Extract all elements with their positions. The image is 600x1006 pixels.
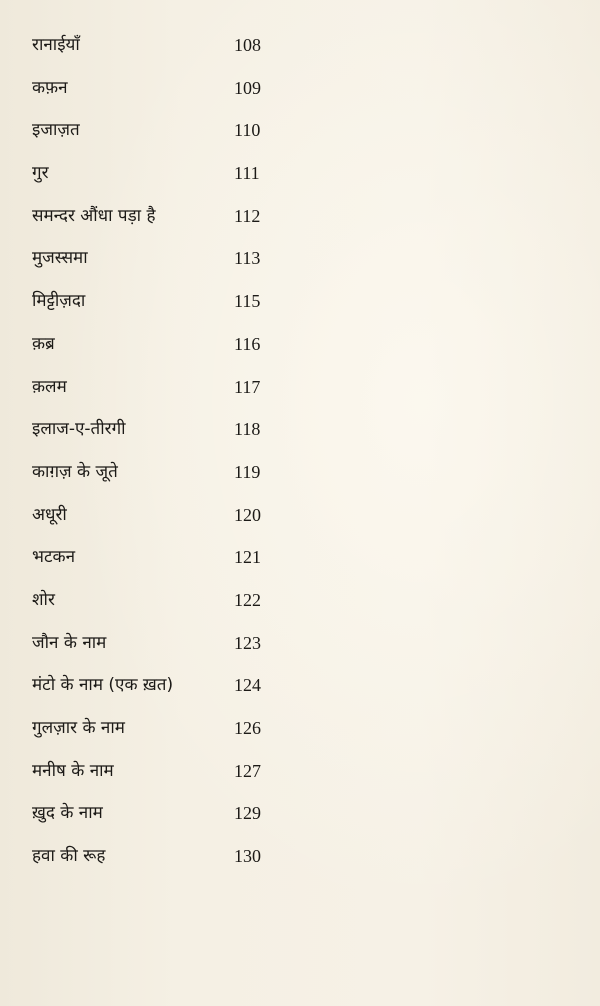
toc-entry bbox=[32, 585, 332, 628]
toc-title: क़ब्र bbox=[32, 333, 55, 354]
toc-page-number: 124 bbox=[234, 675, 261, 696]
toc-title: गुलज़ार के नाम bbox=[32, 718, 125, 738]
toc-title: मिट्टीज़दा bbox=[32, 291, 86, 312]
toc-page-number: 130 bbox=[234, 846, 261, 867]
toc-entry bbox=[32, 798, 332, 841]
toc-page-number: 117 bbox=[234, 376, 261, 397]
toc-entry bbox=[32, 372, 332, 415]
toc-title: हवा की रूह bbox=[32, 846, 106, 867]
toc-title: जौन के नाम bbox=[32, 632, 107, 653]
toc-entry bbox=[32, 414, 332, 457]
toc-page-number: 119 bbox=[234, 461, 261, 482]
toc-title: अधूरी bbox=[32, 504, 67, 525]
toc-page-number: 110 bbox=[234, 120, 261, 141]
toc-entry bbox=[32, 670, 332, 713]
toc-page-number: 116 bbox=[234, 333, 261, 354]
toc-page-number: 121 bbox=[234, 547, 261, 568]
toc-entry bbox=[32, 158, 332, 201]
toc-page-number: 115 bbox=[234, 291, 261, 312]
toc-entry bbox=[32, 73, 332, 116]
toc-entry bbox=[32, 30, 332, 73]
toc-page-number: 123 bbox=[234, 632, 261, 653]
toc-entry bbox=[32, 243, 332, 286]
toc-page-number: 118 bbox=[234, 419, 261, 440]
toc-entry bbox=[32, 329, 332, 372]
toc-title: रानाईयाँ bbox=[32, 35, 80, 55]
toc-entry bbox=[32, 628, 332, 671]
toc-title: मनीष के नाम bbox=[32, 760, 114, 781]
toc-entry bbox=[32, 457, 332, 500]
toc-entry bbox=[32, 115, 332, 158]
toc-page-number: 112 bbox=[234, 205, 261, 226]
toc-entry bbox=[32, 756, 332, 799]
toc-title: मंटो के नाम (एक ख़त) bbox=[32, 675, 174, 696]
toc-title: समन्दर औंधा पड़ा है bbox=[32, 205, 156, 226]
toc-page-number: 109 bbox=[234, 77, 261, 98]
toc-entry bbox=[32, 841, 332, 884]
toc-entry bbox=[32, 286, 332, 329]
toc-page-number: 129 bbox=[234, 803, 261, 824]
toc-title: क़लम bbox=[32, 376, 67, 397]
toc-page-number: 126 bbox=[234, 718, 261, 738]
toc-entry bbox=[32, 500, 332, 543]
toc-title: गुर bbox=[32, 163, 49, 184]
toc-title: कफ़न bbox=[32, 77, 68, 98]
toc-page-number: 113 bbox=[234, 248, 261, 269]
toc-page-number: 120 bbox=[234, 504, 261, 525]
toc-title: ख़ुद के नाम bbox=[32, 803, 103, 824]
toc-title: काग़ज़ के जूते bbox=[32, 461, 118, 482]
toc-entry bbox=[32, 201, 332, 244]
toc-title: इजाज़त bbox=[32, 120, 80, 141]
toc-title: शोर bbox=[32, 589, 55, 610]
toc-page-number: 111 bbox=[234, 163, 260, 184]
toc-page-number: 108 bbox=[234, 35, 261, 55]
toc-title: भटकन bbox=[32, 547, 76, 568]
toc-page-number: 127 bbox=[234, 760, 261, 781]
toc-title: मुजस्समा bbox=[32, 248, 88, 269]
toc-entry bbox=[32, 713, 332, 756]
toc-entry bbox=[32, 542, 332, 585]
table-of-contents bbox=[32, 30, 332, 884]
toc-page-number: 122 bbox=[234, 589, 261, 610]
toc-title: इलाज-ए-तीरगी bbox=[32, 419, 126, 440]
